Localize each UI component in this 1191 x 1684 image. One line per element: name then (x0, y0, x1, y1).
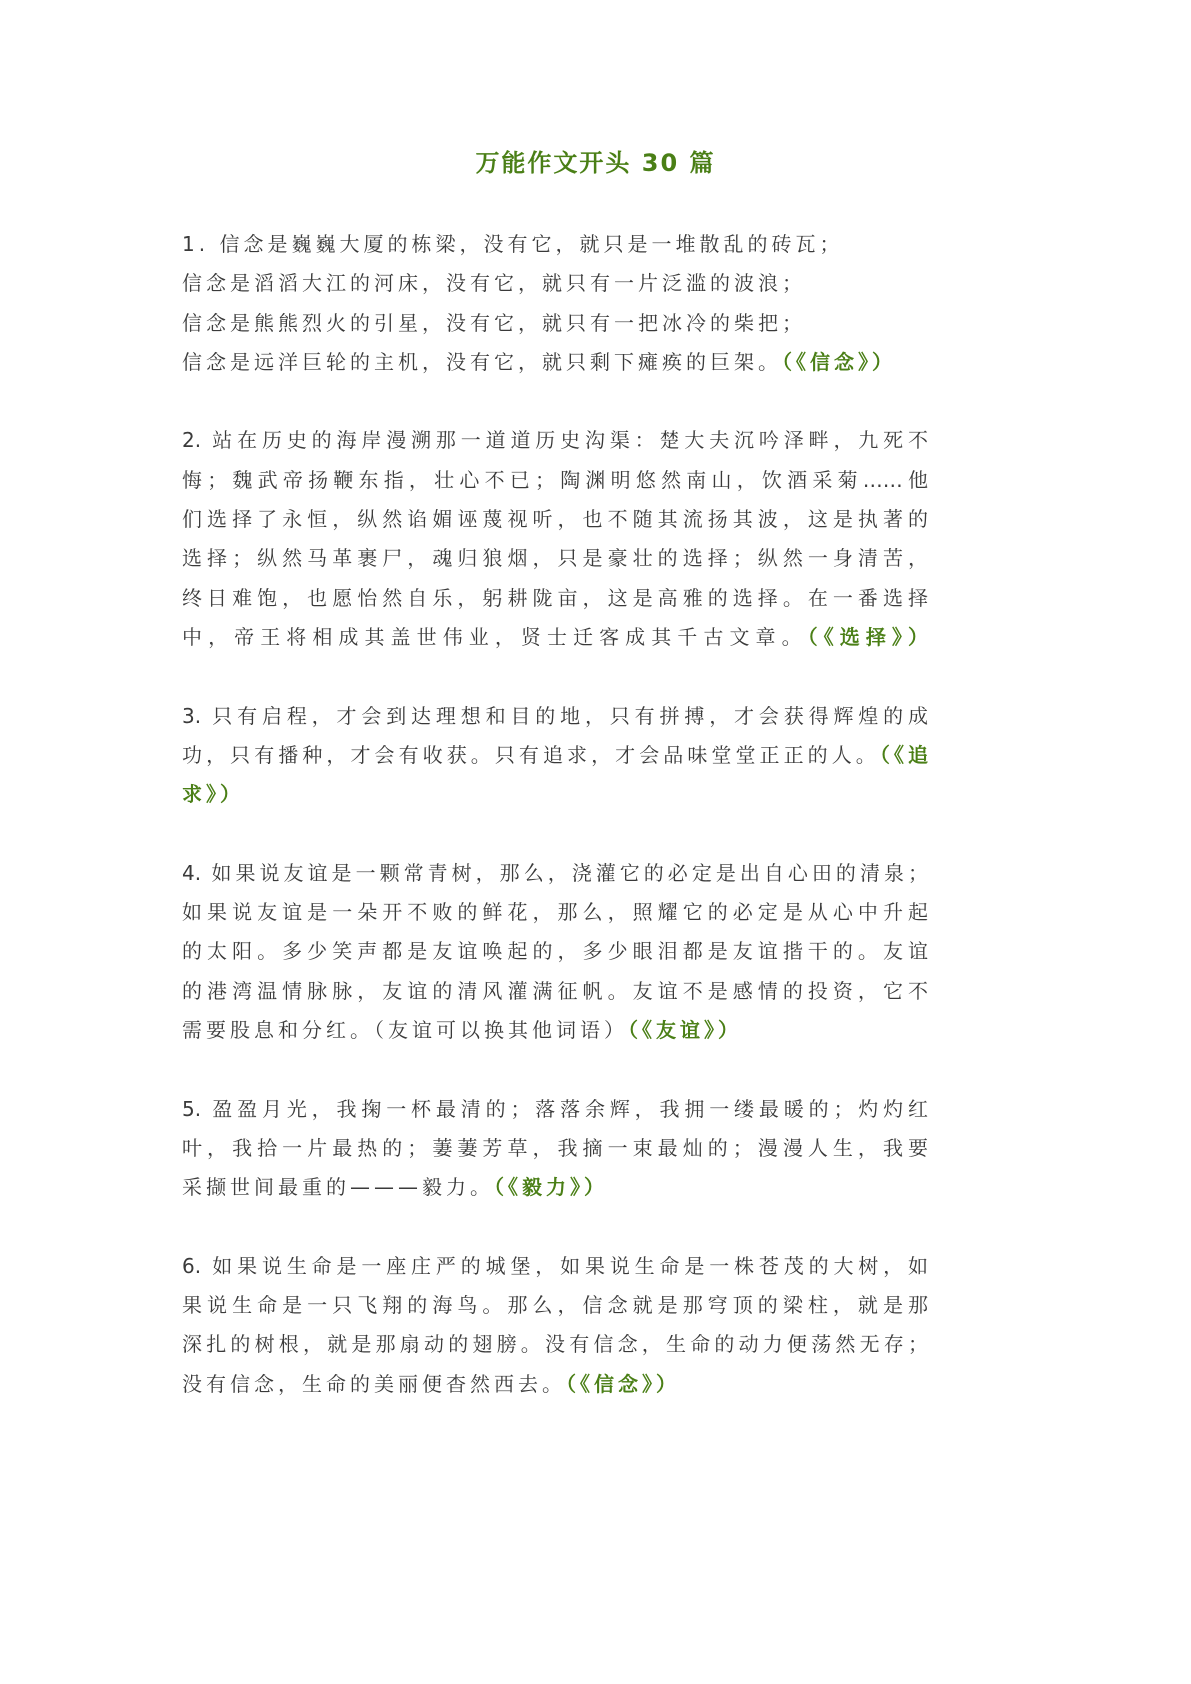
paragraph-1 (182, 225, 928, 382)
citation-title: （《信念》） (566, 1371, 680, 1396)
document-title: 万能作文开头 30 篇 (475, 149, 716, 177)
citation-title: （《友谊》） (628, 1017, 742, 1042)
document-body (182, 225, 928, 1443)
line-text: 2. 站在历史的海岸漫溯那一道道历史沟渠：楚大夫沉吟泽畔，九死不 (182, 428, 928, 453)
line-text: 中，帝王将相成其盖世伟业，贤士迁客成其千古文章。 (182, 624, 808, 649)
paragraph-4 (182, 854, 928, 1050)
text-line (182, 775, 928, 814)
line-text: 们选择了永恒，纵然谄媚诬蔑视听，也不随其流扬其波，这是执著的 (182, 507, 928, 532)
text-line (182, 225, 928, 264)
text-line (182, 421, 928, 460)
line-text: 的港湾温情脉脉，友谊的清风灌满征帆。友谊不是感情的投资，它不 (182, 978, 928, 1003)
text-line (182, 1090, 928, 1129)
line-text: 5. 盈盈月光，我掬一杯最清的；落落余辉，我拥一缕最暖的；灼灼红 (182, 1096, 928, 1121)
line-text: 信念是熊熊烈火的引星，没有它，就只有一把冰冷的柴把； (182, 310, 806, 335)
text-line (182, 579, 928, 618)
text-line (182, 1325, 928, 1364)
paragraph-2 (182, 421, 928, 657)
text-line (182, 1129, 928, 1168)
line-text: 终日难饱，也愿怡然自乐，躬耕陇亩，这是高雅的选择。在一番选择 (182, 585, 928, 610)
line-text: 如果说友谊是一朵开不败的鲜花，那么，照耀它的必定是从心中升起 (182, 900, 928, 925)
line-text: 1. 信念是巍巍大厦的栋梁，没有它，就只是一堆散乱的砖瓦； (182, 232, 844, 256)
text-line (182, 697, 928, 736)
line-text: 需要股息和分红。（友谊可以换其他词语） (182, 1017, 628, 1042)
citation-title: （《信念》） (782, 349, 896, 374)
line-text: 没有信念，生命的美丽便杳然西去。 (182, 1371, 566, 1396)
line-text: 叶，我拾一片最热的；萋萋芳草，我摘一束最灿的；漫漫人生，我要 (182, 1135, 928, 1160)
line-text: 功，只有播种，才会有收获。只有追求，才会品味堂堂正正的人。 (182, 742, 880, 767)
line-text: 信念是远洋巨轮的主机，没有它，就只剩下瘫痪的巨架。 (182, 349, 782, 374)
text-line (182, 500, 928, 539)
line-text: 深扎的树根，就是那扇动的翅膀。没有信念，生命的动力便荡然无存； (182, 1332, 928, 1357)
line-text: 采撷世间最重的———毅力。 (182, 1175, 494, 1200)
citation-title: （《选择》） (807, 624, 929, 649)
line-text: 的太阳。多少笑声都是友谊唤起的，多少眼泪都是友谊揩干的。友谊 (182, 939, 928, 964)
citation-title: 求》） (182, 782, 244, 807)
line-text: 信念是滔滔大江的河床，没有它，就只有一片泛滥的波浪； (182, 271, 806, 296)
citation-title: （《追 (879, 742, 929, 767)
text-line (182, 1168, 928, 1207)
text-line (182, 1247, 928, 1286)
text-line (182, 854, 928, 893)
paragraph-3 (182, 697, 928, 815)
line-text: 3. 只有启程，才会到达理想和目的地，只有拼搏，才会获得辉煌的成 (182, 703, 928, 728)
line-text: 果说生命是一只飞翔的海鸟。那么，信念就是那穹顶的梁柱，就是那 (182, 1293, 928, 1318)
text-line (182, 1365, 928, 1404)
citation-title: （《毅力》） (494, 1175, 608, 1200)
text-line (182, 972, 928, 1011)
text-line (182, 1011, 928, 1050)
text-line (182, 343, 928, 382)
text-line (182, 539, 928, 578)
paragraph-5 (182, 1090, 928, 1208)
text-line (182, 304, 928, 343)
text-line (182, 932, 928, 971)
paragraph-6 (182, 1247, 928, 1404)
text-line (182, 1286, 928, 1325)
text-line (182, 461, 928, 500)
text-line (182, 618, 928, 657)
line-text: 4. 如果说友谊是一颗常青树，那么，浇灌它的必定是出自心田的清泉； (182, 860, 928, 885)
line-text: 6. 如果说生命是一座庄严的城堡，如果说生命是一株苍茂的大树，如 (182, 1253, 928, 1278)
text-line (182, 736, 928, 775)
line-text: 悔；魏武帝扬鞭东指，壮心不已；陶渊明悠然南山，饮酒采菊……他 (182, 467, 928, 492)
text-line (182, 893, 928, 932)
line-text: 选择；纵然马革裹尸，魂归狼烟，只是豪壮的选择；纵然一身清苦， (182, 546, 928, 571)
text-line (182, 264, 928, 303)
